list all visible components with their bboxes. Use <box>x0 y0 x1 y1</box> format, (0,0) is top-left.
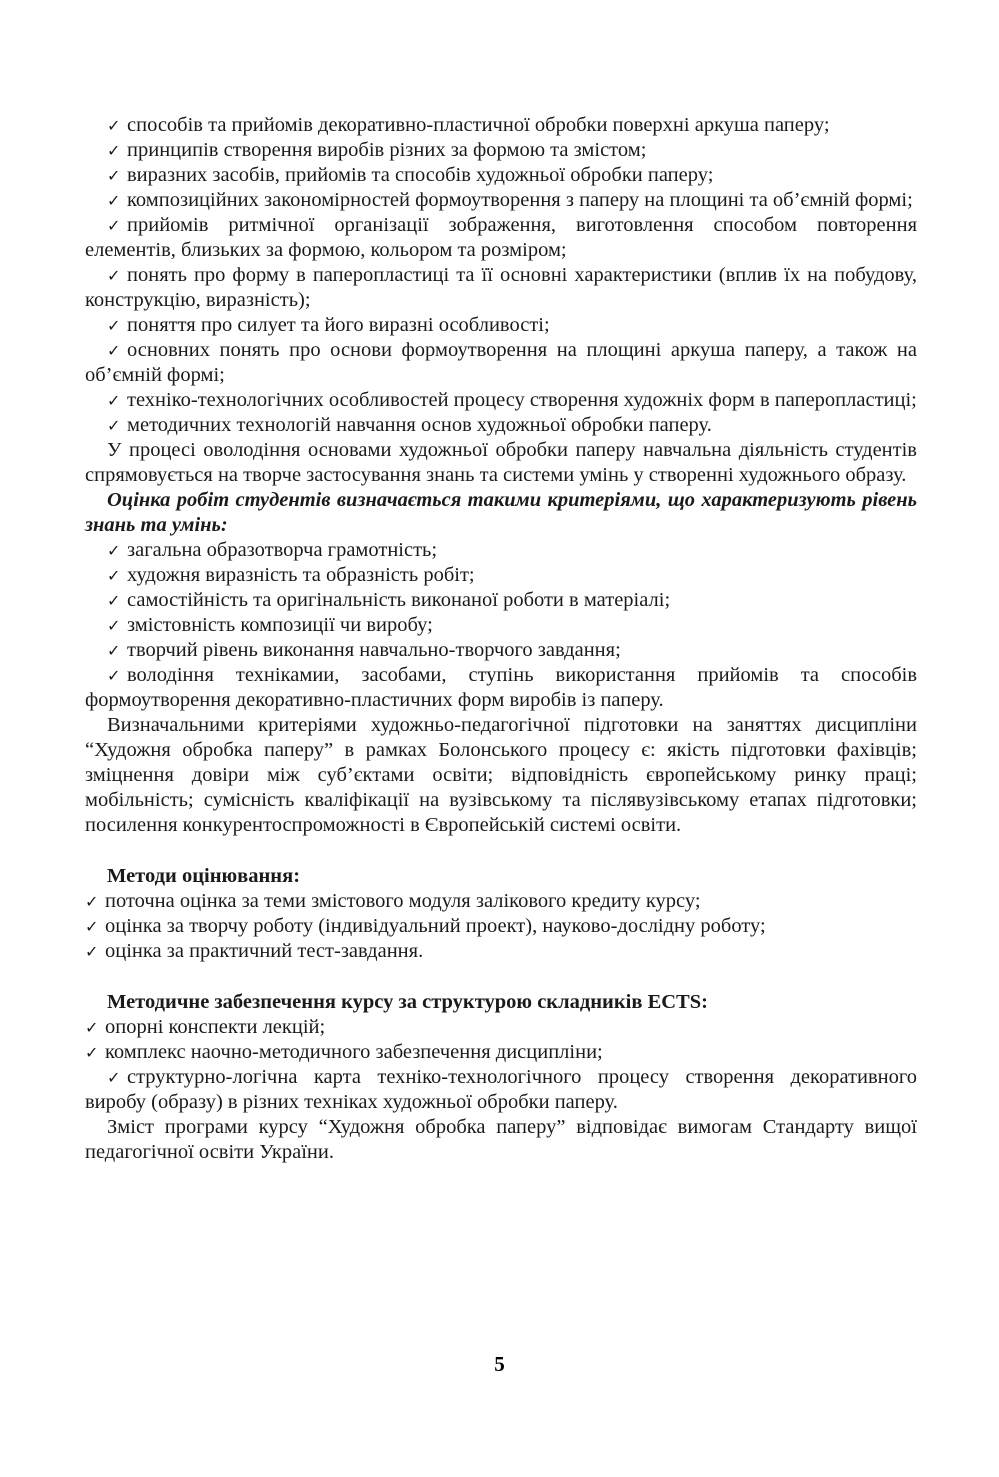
check-icon: ✓ <box>107 666 121 685</box>
check-icon: ✓ <box>107 266 121 285</box>
list-methods <box>85 889 917 964</box>
list-item: ✓ поняття про силует та його виразні особливості; <box>107 314 550 336</box>
check-icon: ✓ <box>107 591 121 610</box>
list-criteria <box>85 538 917 713</box>
methods-heading: Методи оцінювання: <box>107 865 301 887</box>
list-item: ✓ структурно-логічна карта техніко-технологічного процесу створення декоративного виробу (образу) в різних техніках художньої обробки паперу. <box>85 1066 917 1113</box>
list-item: ✓ методичних технологій навчання основ художньої обробки паперу. <box>107 414 712 436</box>
spacer <box>85 838 917 864</box>
check-icon: ✓ <box>107 341 121 360</box>
check-icon: ✓ <box>107 391 121 410</box>
check-icon: ✓ <box>107 316 121 335</box>
check-icon: ✓ <box>107 191 121 210</box>
check-icon: ✓ <box>107 1068 121 1087</box>
check-icon: ✓ <box>107 541 121 560</box>
check-icon: ✓ <box>107 566 121 585</box>
list-item: ✓ творчий рівень виконання навчально-творчого завдання; <box>107 639 621 661</box>
check-icon: ✓ <box>107 616 121 635</box>
check-icon: ✓ <box>85 917 99 936</box>
list-item: ✓ принципів створення виробів різних за формою та змістом; <box>107 139 647 161</box>
check-icon: ✓ <box>85 892 99 911</box>
list-item: ✓ змістовність композиції чи виробу; <box>107 614 433 636</box>
list-item: ✓ прийомів ритмічної організації зображення, виготовлення способом повторення елементів, близьких за формою, кольором та розміром; <box>85 214 917 261</box>
list-item: ✓ способів та прийомів декоративно-пластичної обробки поверхні аркуша паперу; <box>107 114 830 136</box>
check-icon: ✓ <box>85 942 99 961</box>
list-item: ✓ оцінка за практичний тест-завдання. <box>85 940 424 962</box>
list-item: ✓ виразних засобів, прийомів та способів художньої обробки паперу; <box>107 164 714 186</box>
check-icon: ✓ <box>85 1043 99 1062</box>
list-item: ✓ художня виразність та образність робіт; <box>107 564 475 586</box>
list-item: ✓ самостійність та оригінальність виконаної роботи в матеріалі; <box>107 589 671 611</box>
list-skills <box>85 113 917 438</box>
list-item: ✓ поточна оцінка за теми змістового модуля залікового кредиту курсу; <box>85 890 701 912</box>
check-icon: ✓ <box>107 141 121 160</box>
list-item: ✓ техніко-технологічних особливостей процесу створення художніх форм в паперопластиці; <box>107 389 917 411</box>
list-item: ✓ комплекс наочно-методичного забезпечення дисципліни; <box>85 1041 603 1063</box>
list-item: ✓ опорні конспекти лекцій; <box>85 1016 326 1038</box>
list-support <box>85 1015 917 1115</box>
list-item: ✓ володіння технікамии, засобами, ступінь використання прийомів та способів формоутворення декоративно-пластичних форм виробів із паперу. <box>85 664 917 711</box>
spacer <box>85 964 917 990</box>
check-icon: ✓ <box>107 416 121 435</box>
paragraph-learning-activity: У процесі оволодіння основами художньої обробки паперу навчальна діяльність студентів спрямовується на творче застосування знань та системи умінь у створенні художнього образу. <box>85 439 917 486</box>
check-icon: ✓ <box>85 1018 99 1037</box>
support-heading: Методичне забезпечення курсу за структурою складників ECTS: <box>107 991 708 1013</box>
list-item: ✓ понять про форму в паперопластиці та її основні характеристики (вплив їх на побудову, конструкцію, виразність); <box>85 264 917 311</box>
list-item: ✓ оцінка за творчу роботу (індивідуальний проект), науково-дослідну роботу; <box>85 915 766 937</box>
check-icon: ✓ <box>107 116 121 135</box>
paragraph-standard: Зміст програми курсу “Художня обробка паперу” відповідає вимогам Стандарту вищої педагогічної освіти України. <box>85 1116 917 1163</box>
page-body <box>85 113 917 1165</box>
list-item: ✓ основних понять про основи формоутворення на площині аркуша паперу, а також на об’ємній формі; <box>85 339 917 386</box>
check-icon: ✓ <box>107 166 121 185</box>
check-icon: ✓ <box>107 641 121 660</box>
paragraph-bologna-criteria: Визначальними критеріями художньо-педагогічної підготовки на заняттях дисципліни “Художня обробка паперу” в рамках Болонського процесу є: якість підготовки фахівців; зміцнення довіри між суб’єктами освіти; відповідність європейському ринку праці; мобільність; сумісність кваліфікації на вузівському та післявузівському етапах підготовки; посилення конкурентоспроможності в Європейській системі освіти. <box>85 714 917 836</box>
list-item: ✓ композиційних закономірностей формоутворення з паперу на площині та об’ємній формі; <box>107 189 913 211</box>
page-number: 5 <box>494 1352 505 1376</box>
check-icon: ✓ <box>107 216 121 235</box>
criteria-heading: Оцінка робіт студентів визначається такими критеріями, що характеризують рівень знань та умінь: <box>85 489 917 536</box>
list-item: ✓ загальна образотворча грамотність; <box>107 539 438 561</box>
